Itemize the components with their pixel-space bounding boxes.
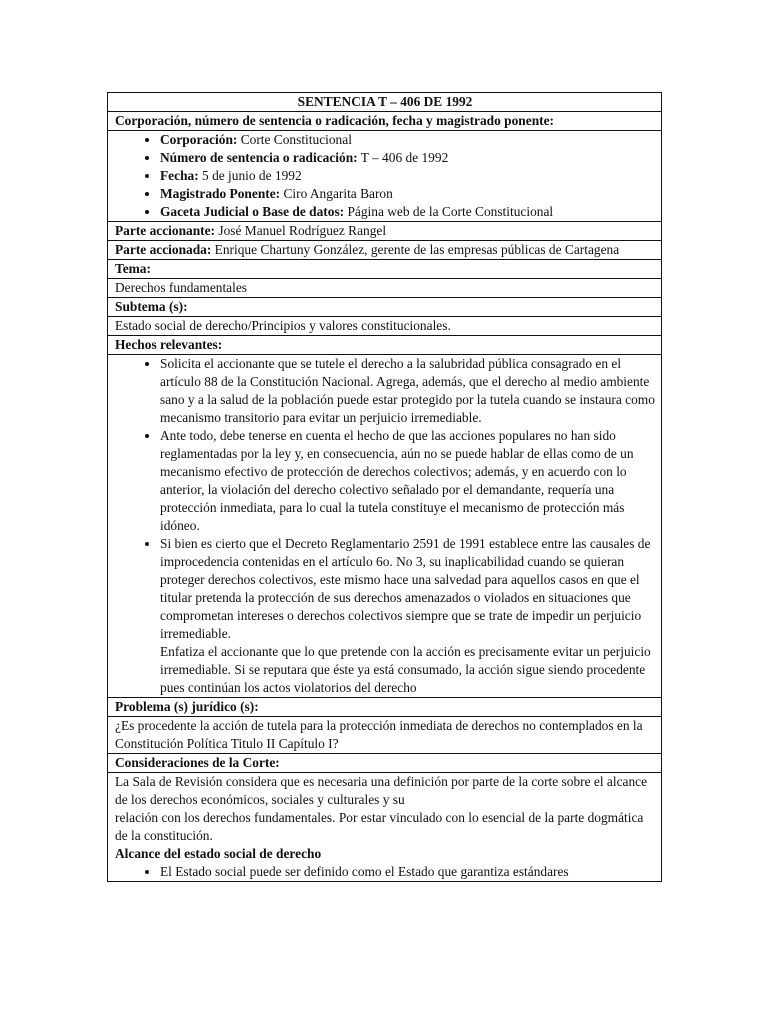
document-title: SENTENCIA T – 406 DE 1992 (108, 93, 662, 112)
accionante-label: Parte accionante: (115, 223, 216, 238)
consideraciones-paragraph: relación con los derechos fundamentales. Por estar vinculado con lo esencial de la parte dogmática de la constitución. (115, 810, 644, 843)
subtema-value-row (108, 317, 662, 336)
accionada-label: Parte accionada: (115, 242, 212, 257)
tema-value: Derechos fundamentales (108, 279, 662, 298)
consideraciones-body-row (108, 773, 662, 882)
meta-item-gaceta: • Gaceta Judicial o Base de datos: Página web de la Corte Constitucional (160, 203, 655, 221)
consideraciones-item: • El Estado social puede ser definido como el Estado que garantiza estándares (160, 863, 655, 881)
problema-value-row (108, 717, 662, 754)
subtema-label: Subtema (s): (108, 298, 662, 317)
hechos-continuation: Enfatiza el accionante que lo que pretende con la acción es precisamente evitar un perjuicio irremediable. Si se reputara que éste ya está consumado, la acción sigue siendo procedente pues continúan los actos violatorios del derecho (160, 644, 651, 695)
meta-list-row (108, 131, 662, 222)
meta-list (115, 131, 655, 221)
problema-label-row (108, 698, 662, 717)
tema-label-row (108, 260, 662, 279)
accionada-row (108, 241, 662, 260)
meta-item-fecha: • Fecha: 5 de junio de 1992 (160, 167, 655, 185)
hechos-item: • Si bien es cierto que el Decreto Reglamentario 2591 de 1991 establece entre las causales de improcedencia contenidas en el artículo 6o. No 3, su inaplicabilidad cuando se quieran proteger derechos colectivos, este mismo hace una salvedad para aquellos casos en que el titular pretenda la protección de sus derechos amenazados o violados en situaciones que comprometan intereses o derechos colectivos siempre que se trate de impedir un perjuicio irremediable. (160, 535, 655, 643)
hechos-label-row (108, 336, 662, 355)
problema-label: Problema (s) jurídico (s): (108, 698, 662, 717)
meta-item-corporacion: • Corporación: Corte Constitucional (160, 131, 655, 149)
hechos-list-row (108, 355, 662, 698)
problema-value: ¿Es procedente la acción de tutela para la protección inmediata de derechos no contemplados en la Constitución Política Titulo II Capítulo I? (108, 717, 662, 754)
accionada-value: Enrique Chartuny González, gerente de las empresas públicas de Cartagena (211, 242, 620, 257)
sentencia-table (107, 92, 662, 882)
consideraciones-label: Consideraciones de la Corte: (108, 754, 662, 773)
consideraciones-list (115, 863, 655, 881)
accionante-row (108, 222, 662, 241)
consideraciones-label-row (108, 754, 662, 773)
hechos-item: • Ante todo, debe tenerse en cuenta el hecho de que las acciones populares no han sido reglamentadas por la ley y, en consecuencia, aún no se puede hablar de ellas como de un mecanismo efectivo de protección de derechos colectivos; además, y en acuerdo con lo anterior, la violación del derecho colectivo señalado por el demandante, requería una protección inmediata, para lo cual la tutela constituye el mecanismo de protección más idóneo. (160, 427, 655, 535)
meta-item-magistrado: • Magistrado Ponente: Ciro Angarita Baron (160, 185, 655, 203)
consideraciones-subheading: Alcance del estado social de derecho (115, 846, 322, 861)
tema-value-row (108, 279, 662, 298)
meta-heading-row (108, 112, 662, 131)
meta-item-numero: • Número de sentencia o radicación: T – 406 de 1992 (160, 149, 655, 167)
hechos-item: • Solicita el accionante que se tutele el derecho a la salubridad pública consagrado en el artículo 88 de la Constitución Nacional. Agrega, además, que el derecho al medio ambiente sano y a la salud de la población puede estar protegido por la tutela cuando se instaura como mecanismo transitorio para evitar un perjuicio irremediable. (160, 355, 655, 427)
meta-heading: Corporación, número de sentencia o radicación, fecha y magistrado ponente: (108, 112, 662, 131)
title-row (108, 93, 662, 112)
tema-label: Tema: (108, 260, 662, 279)
subtema-label-row (108, 298, 662, 317)
subtema-value: Estado social de derecho/Principios y valores constitucionales. (108, 317, 662, 336)
consideraciones-paragraph: La Sala de Revisión considera que es necesaria una definición por parte de la corte sobre el alcance de los derechos económicos, sociales y culturales y su (115, 774, 648, 807)
accionante-value: José Manuel Rodríguez Rangel (215, 223, 387, 238)
hechos-list (115, 355, 655, 643)
hechos-label: Hechos relevantes: (108, 336, 662, 355)
